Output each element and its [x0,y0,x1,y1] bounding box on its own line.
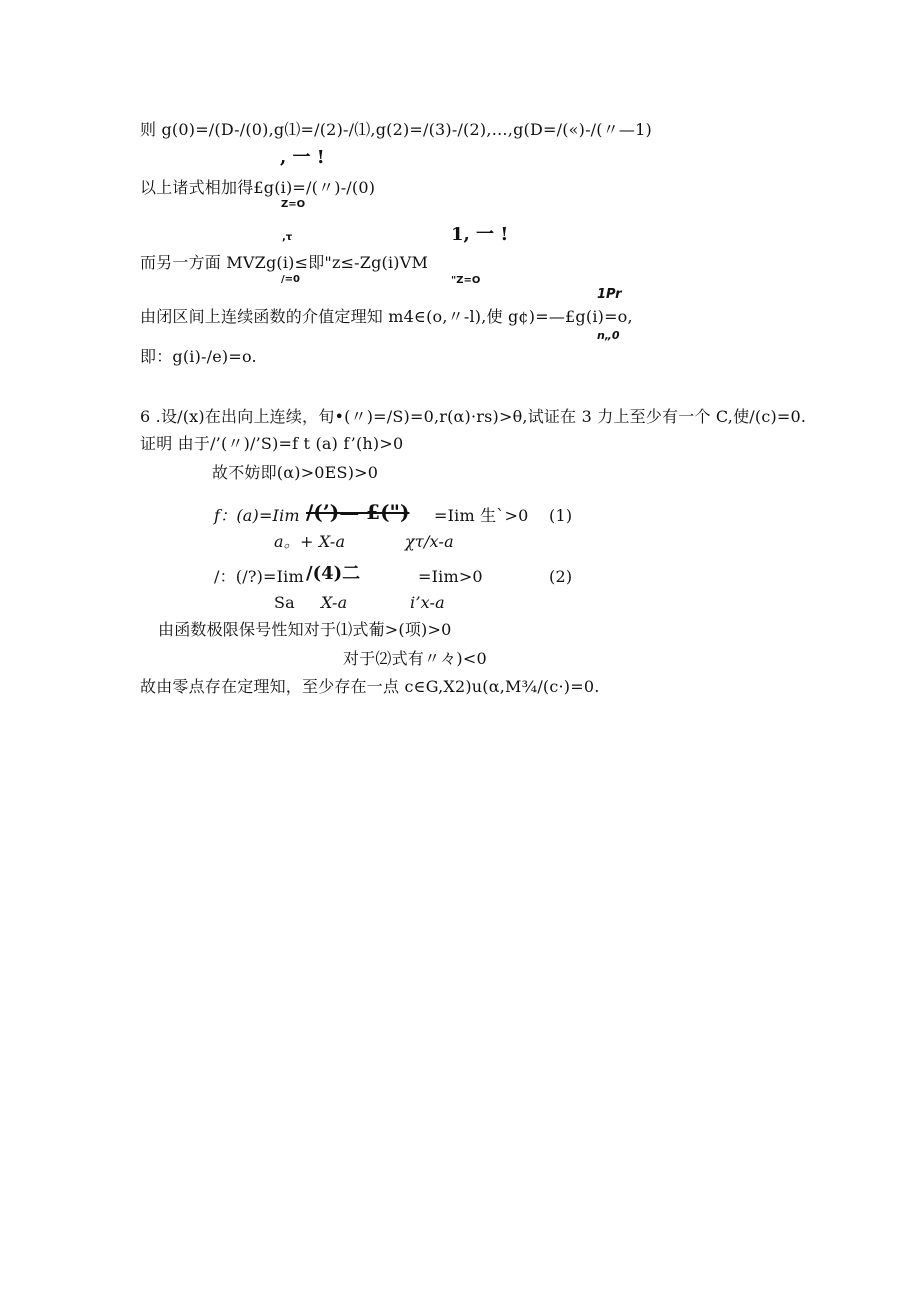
line-sum-result: 以上诸式相加得£g(i)=/(〃)-/(0) [140,178,376,197]
proof-line-2: 故不妨即(α)>0ES)>0 [212,463,379,482]
line-bound-lower-index-left: /=0 [281,274,300,285]
proof-line-3: 由函数极限保号性知对于⑴式葡>(项)>0 [158,620,452,639]
eq1-limit-subscript: a。+ X-a [274,532,346,551]
proof-line-4: 对于⑵式有〃々)<0 [343,649,487,668]
line-bound-upper-index-right: 1, 一 ! [451,224,509,245]
line-sum-upper-mark: , 一 ! [280,147,325,168]
line-ivt-upper-index: 1Pr [597,287,622,302]
proof-conclusion: 故由零点存在定理知，至少存在一点 c∈G,X2)u(α,M¾∕(c·)=0. [140,677,600,696]
line-conclusion-1: 即：g(i)-∕e)=o. [140,347,257,366]
line-sum-lower-index: Z=O [281,199,306,210]
eq2-number: (2) [549,567,573,586]
line-g-definitions: 则 g(0)=/(D-/(0),g⑴=/(2)-/⑴,g(2)=/(3)-/(2),…,g(D=/(«)-/(〃—1) [140,120,652,139]
eq2-limit-subscript: Sa [274,593,295,612]
eq2-left: /：(/?)=Iim [214,567,304,586]
problem-6-statement: 6 .设/(x)在出向上连续，旬•(〃)=/S)=0,r(α)·rs)>θ,试证在 3 力上至少有一个 C,使∕(c)=0. [140,407,807,426]
eq1-number: (1) [549,506,573,525]
eq2-limit-expression: i’x-a [410,593,445,612]
eq2-denominator: X-a [321,593,348,612]
eq1-left: f：(a)=Iim [214,506,300,525]
eq2-fraction: ∕(4)二 [306,563,361,584]
proof-line-1: 证明 由于/’(〃)/’S)=f t (a) f’(h)>0 [140,434,404,453]
line-bound-upper-index-left: ,τ [282,232,293,243]
eq1-denominator: χτ∕x-a [405,532,454,551]
line-ivt-lower-index: n„0 [597,329,620,342]
line-intermediate-value: 由闭区间上连续函数的介值定理知 m4∈(o,〃-l),使 g¢)=—£g(i)=o, [140,307,633,326]
eq1-right: =Iim 生`>0 [434,506,529,525]
line-bound-lower-index-right: "Z=O [451,275,481,286]
eq1-fraction: ∕(’)— £(") [306,500,410,524]
line-bound-inequality: 而另一方面 MVZg(i)≤即"z≤-Zg(i)VM [140,253,429,272]
eq2-right: =Iim>0 [418,567,483,586]
